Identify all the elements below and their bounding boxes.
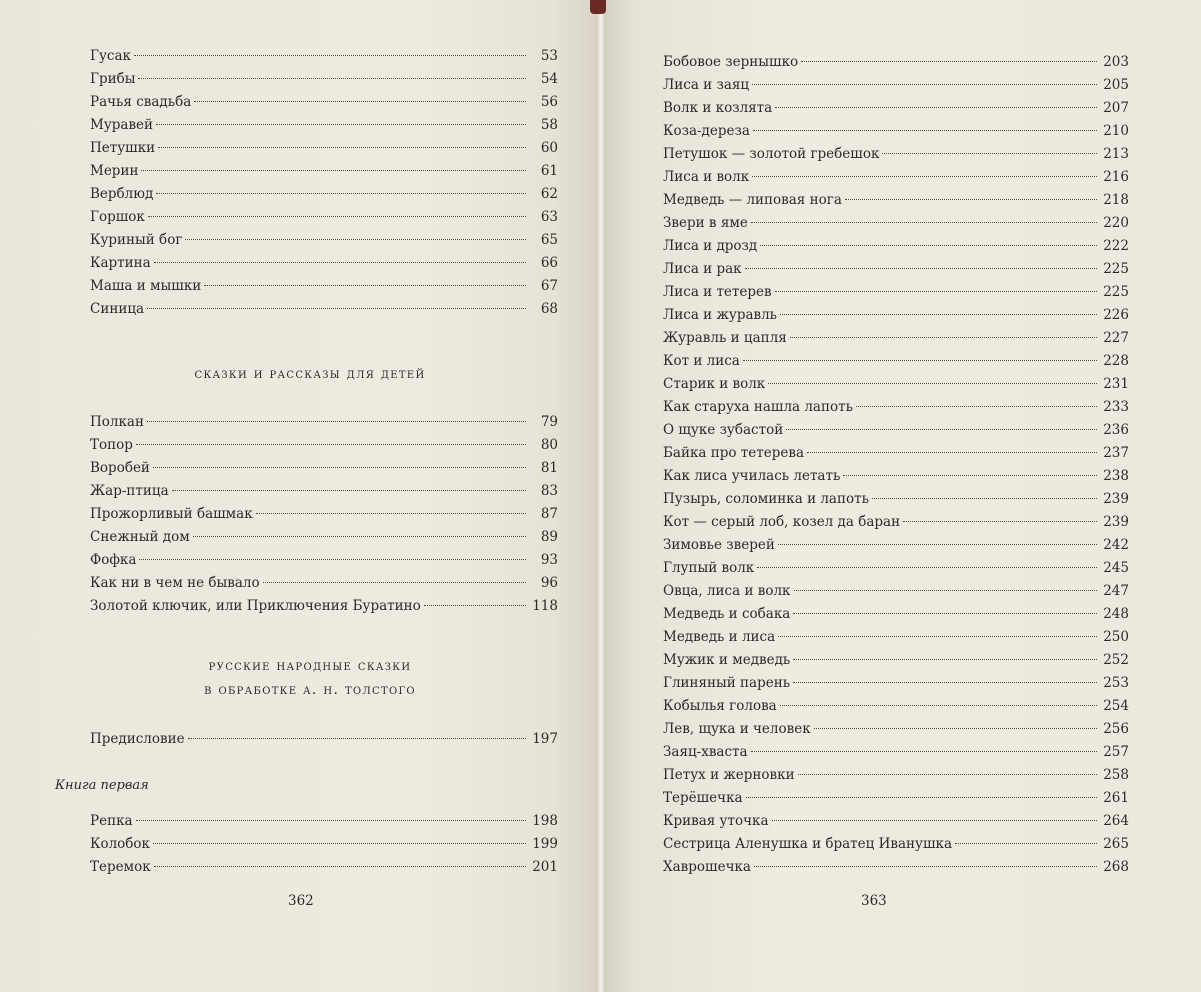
toc-entry-page: 256 xyxy=(1103,721,1129,737)
toc-leader-dots xyxy=(148,216,526,217)
toc-entry-title: Муравей xyxy=(90,117,154,133)
toc-leader-dots xyxy=(746,797,1097,798)
toc-entry xyxy=(663,856,1129,879)
toc-entry xyxy=(663,97,1129,120)
toc-entry-title: Рачья свадьба xyxy=(90,94,192,110)
toc-entry-title: Волк и козлята xyxy=(663,100,773,116)
toc-entry-page: 248 xyxy=(1103,606,1129,622)
toc-leader-dots xyxy=(752,176,1097,177)
toc-entry-title: Овца, лиса и волк xyxy=(663,583,791,599)
toc-entry xyxy=(663,304,1129,327)
toc-leader-dots xyxy=(745,268,1097,269)
toc-entry-title: Журавль и цапля xyxy=(663,330,787,346)
toc-entry-page: 225 xyxy=(1103,261,1129,277)
toc-entry xyxy=(90,457,558,480)
toc-entry-page: 227 xyxy=(1103,330,1129,346)
toc-entry-title: Как старуха нашла лапоть xyxy=(663,399,853,415)
toc-leader-dots xyxy=(263,582,526,583)
toc-entry-page: 58 xyxy=(540,117,558,133)
toc-leader-dots xyxy=(754,866,1097,867)
toc-entry xyxy=(90,160,558,183)
toc-entry-page: 205 xyxy=(1103,77,1129,93)
toc-entry-title: Кот и лиса xyxy=(663,353,740,369)
toc-entry-title: Коза-дереза xyxy=(663,123,750,139)
toc-entry-title: Медведь — липовая нога xyxy=(663,192,842,208)
section-heading-children: сказки и рассказы для детей xyxy=(194,366,426,382)
toc-entry xyxy=(90,549,558,572)
toc-entry-title: Пузырь, соломинка и лапоть xyxy=(663,491,869,507)
toc-entry xyxy=(663,603,1129,626)
toc-entry xyxy=(90,45,558,68)
page-number: 362 xyxy=(288,893,314,909)
toc-leader-dots xyxy=(843,475,1097,476)
toc-entry xyxy=(663,51,1129,74)
toc-leader-dots xyxy=(778,544,1097,545)
toc-entry-title: Звери в яме xyxy=(663,215,748,231)
toc-entry-title: Куриный бог xyxy=(90,232,183,248)
toc-entry xyxy=(663,534,1129,557)
toc-entry-page: 201 xyxy=(532,859,558,875)
toc-leader-dots xyxy=(743,360,1097,361)
toc-entry-title: Медведь и собака xyxy=(663,606,791,622)
toc-list-right xyxy=(663,51,1129,879)
toc-entry-page: 237 xyxy=(1103,445,1129,461)
toc-preface xyxy=(90,728,558,751)
toc-leader-dots xyxy=(775,107,1097,108)
toc-entry-title: Фофка xyxy=(90,552,137,568)
toc-leader-dots xyxy=(751,222,1097,223)
toc-leader-dots xyxy=(193,536,526,537)
toc-entry-page: 199 xyxy=(532,836,558,852)
toc-entry xyxy=(90,252,558,275)
toc-entry xyxy=(90,503,558,526)
toc-leader-dots xyxy=(790,337,1097,338)
book-gutter xyxy=(596,0,606,992)
toc-entry-page: 239 xyxy=(1103,514,1129,530)
toc-entry-page: 225 xyxy=(1103,284,1129,300)
toc-entry xyxy=(663,396,1129,419)
toc-leader-dots xyxy=(156,193,526,194)
toc-leader-dots xyxy=(814,728,1097,729)
toc-leader-dots xyxy=(204,285,526,286)
toc-entry-page: 65 xyxy=(540,232,558,248)
toc-leader-dots xyxy=(185,239,526,240)
toc-entry-page: 257 xyxy=(1103,744,1129,760)
toc-leader-dots xyxy=(172,490,526,491)
toc-entry xyxy=(90,229,558,252)
toc-entry-page: 222 xyxy=(1103,238,1129,254)
toc-leader-dots xyxy=(903,521,1097,522)
toc-entry-page: 81 xyxy=(540,460,558,476)
toc-leader-dots xyxy=(786,429,1097,430)
toc-entry xyxy=(90,810,558,833)
toc-entry-page: 63 xyxy=(540,209,558,225)
toc-leader-dots xyxy=(141,170,526,171)
toc-entry-title: Кривая уточка xyxy=(663,813,769,829)
toc-entry-page: 61 xyxy=(540,163,558,179)
toc-entry-page: 213 xyxy=(1103,146,1129,162)
toc-entry xyxy=(663,258,1129,281)
toc-leader-dots xyxy=(955,843,1097,844)
toc-entry-title: Терёшечка xyxy=(663,790,743,806)
toc-entry-page: 261 xyxy=(1103,790,1129,806)
right-page xyxy=(600,0,1201,992)
toc-entry xyxy=(663,718,1129,741)
toc-leader-dots xyxy=(794,590,1098,591)
toc-entry-title: Глупый волк xyxy=(663,560,755,576)
toc-entry xyxy=(663,488,1129,511)
toc-entry-title: Сестрица Аленушка и братец Иванушка xyxy=(663,836,953,852)
section-heading-folk-line2: в обработке а. н. толстого xyxy=(204,682,416,698)
toc-entry-title: Кот — серый лоб, козел да баран xyxy=(663,514,901,530)
toc-entry xyxy=(90,572,558,595)
toc-entry-page: 93 xyxy=(540,552,558,568)
toc-leader-dots xyxy=(872,498,1097,499)
toc-entry xyxy=(90,183,558,206)
toc-entry-page: 83 xyxy=(540,483,558,499)
toc-entry-page: 238 xyxy=(1103,468,1129,484)
toc-entry xyxy=(90,114,558,137)
toc-entry-title: Старик и волк xyxy=(663,376,766,392)
toc-entry xyxy=(90,68,558,91)
toc-entry-page: 79 xyxy=(540,414,558,430)
toc-list-children xyxy=(90,411,558,618)
toc-leader-dots xyxy=(757,567,1097,568)
toc-leader-dots xyxy=(778,636,1097,637)
toc-leader-dots xyxy=(154,866,526,867)
toc-leader-dots xyxy=(156,124,526,125)
toc-entry-title: Зимовье зверей xyxy=(663,537,775,553)
toc-entry xyxy=(90,833,558,856)
toc-entry-title: Прожорливый башмак xyxy=(90,506,253,522)
toc-entry-title: Маша и мышки xyxy=(90,278,202,294)
toc-entry xyxy=(90,206,558,229)
toc-leader-dots xyxy=(760,245,1097,246)
page-number: 363 xyxy=(861,893,887,909)
toc-entry-title: Лиса и дрозд xyxy=(663,238,758,254)
toc-entry-page: 56 xyxy=(540,94,558,110)
toc-entry xyxy=(663,327,1129,350)
toc-entry xyxy=(90,434,558,457)
section-heading-folk-line1: русские народные сказки xyxy=(208,658,412,674)
toc-leader-dots xyxy=(194,101,526,102)
toc-entry-page: 62 xyxy=(540,186,558,202)
toc-leader-dots xyxy=(136,820,526,821)
toc-entry-title: Гусак xyxy=(90,48,131,64)
toc-entry-title: Полкан xyxy=(90,414,144,430)
toc-entry-page: 233 xyxy=(1103,399,1129,415)
toc-entry xyxy=(663,143,1129,166)
toc-entry xyxy=(90,480,558,503)
toc-entry-title: Лиса и рак xyxy=(663,261,742,277)
toc-entry-title: Петушок — золотой гребешок xyxy=(663,146,880,162)
toc-leader-dots xyxy=(768,383,1097,384)
toc-entry xyxy=(663,580,1129,603)
toc-entry-page: 218 xyxy=(1103,192,1129,208)
toc-leader-dots xyxy=(772,820,1098,821)
book-label: Книга первая xyxy=(55,778,149,793)
toc-entry xyxy=(90,137,558,160)
toc-leader-dots xyxy=(882,153,1097,154)
left-page xyxy=(0,0,600,992)
toc-entry-title: Заяц-хваста xyxy=(663,744,748,760)
toc-entry xyxy=(90,526,558,549)
toc-entry-title: Мужик и медведь xyxy=(663,652,791,668)
toc-entry-page: 220 xyxy=(1103,215,1129,231)
toc-entry-title: Воробей xyxy=(90,460,150,476)
toc-entry-title: Как лиса училась летать xyxy=(663,468,841,484)
toc-leader-dots xyxy=(798,774,1097,775)
toc-entry-page: 247 xyxy=(1103,583,1129,599)
toc-leader-dots xyxy=(147,308,526,309)
toc-entry-page: 67 xyxy=(540,278,558,294)
toc-leader-dots xyxy=(845,199,1097,200)
toc-entry xyxy=(663,511,1129,534)
toc-entry-page: 231 xyxy=(1103,376,1129,392)
toc-entry-page: 197 xyxy=(532,731,558,747)
toc-entry-title: Мерин xyxy=(90,163,139,179)
toc-list-top xyxy=(90,45,558,321)
toc-entry xyxy=(90,275,558,298)
toc-entry-page: 210 xyxy=(1103,123,1129,139)
toc-entry xyxy=(663,833,1129,856)
toc-entry xyxy=(663,741,1129,764)
toc-entry-page: 207 xyxy=(1103,100,1129,116)
toc-entry-page: 198 xyxy=(532,813,558,829)
toc-entry-page: 258 xyxy=(1103,767,1129,783)
toc-leader-dots xyxy=(793,659,1097,660)
toc-entry-title: Петух и жерновки xyxy=(663,767,795,783)
toc-entry-title: Лиса и волк xyxy=(663,169,750,185)
toc-leader-dots xyxy=(751,751,1097,752)
toc-leader-dots xyxy=(752,84,1097,85)
toc-entry-page: 80 xyxy=(540,437,558,453)
toc-entry-title: Кобылья голова xyxy=(663,698,777,714)
toc-entry-title: Глиняный парень xyxy=(663,675,791,691)
toc-entry-title: О щуке зубастой xyxy=(663,422,784,438)
toc-entry xyxy=(663,787,1129,810)
toc-entry-page: 239 xyxy=(1103,491,1129,507)
toc-entry xyxy=(663,166,1129,189)
toc-entry-page: 216 xyxy=(1103,169,1129,185)
toc-entry-page: 250 xyxy=(1103,629,1129,645)
toc-entry-page: 96 xyxy=(540,575,558,591)
toc-entry-page: 268 xyxy=(1103,859,1129,875)
toc-entry xyxy=(663,74,1129,97)
toc-leader-dots xyxy=(780,705,1097,706)
toc-entry-title: Лиса и заяц xyxy=(663,77,750,93)
toc-entry xyxy=(663,626,1129,649)
toc-leader-dots xyxy=(807,452,1097,453)
toc-entry-page: 203 xyxy=(1103,54,1129,70)
toc-entry-page: 66 xyxy=(540,255,558,271)
toc-entry-title: Медведь и лиса xyxy=(663,629,776,645)
toc-entry xyxy=(663,235,1129,258)
toc-leader-dots xyxy=(793,613,1097,614)
toc-entry-page: 87 xyxy=(540,506,558,522)
toc-entry xyxy=(663,764,1129,787)
toc-entry xyxy=(663,189,1129,212)
toc-entry-title: Лиса и журавль xyxy=(663,307,778,323)
toc-entry xyxy=(663,120,1129,143)
toc-entry-title: Петушки xyxy=(90,140,156,156)
toc-leader-dots xyxy=(775,291,1097,292)
toc-entry-page: 264 xyxy=(1103,813,1129,829)
toc-leader-dots xyxy=(153,467,526,468)
toc-leader-dots xyxy=(136,444,526,445)
toc-entry-title: Жар-птица xyxy=(90,483,169,499)
toc-entry xyxy=(90,595,558,618)
toc-leader-dots xyxy=(153,843,526,844)
toc-entry-page: 242 xyxy=(1103,537,1129,553)
toc-entry xyxy=(90,91,558,114)
toc-entry xyxy=(663,465,1129,488)
toc-entry-title: Предисловие xyxy=(90,731,185,747)
toc-entry-page: 89 xyxy=(540,529,558,545)
toc-entry-title: Картина xyxy=(90,255,151,271)
toc-entry xyxy=(663,442,1129,465)
toc-entry-page: 54 xyxy=(540,71,558,87)
toc-leader-dots xyxy=(753,130,1097,131)
toc-entry-title: Верблюд xyxy=(90,186,154,202)
toc-entry xyxy=(663,419,1129,442)
toc-entry xyxy=(90,411,558,434)
toc-entry-page: 60 xyxy=(540,140,558,156)
toc-entry xyxy=(663,649,1129,672)
toc-entry xyxy=(663,557,1129,580)
toc-leader-dots xyxy=(138,78,526,79)
toc-entry xyxy=(663,350,1129,373)
bookmark-ribbon xyxy=(590,0,606,14)
toc-leader-dots xyxy=(134,55,526,56)
toc-entry xyxy=(663,212,1129,235)
toc-entry-page: 265 xyxy=(1103,836,1129,852)
toc-entry-title: Горшок xyxy=(90,209,145,225)
toc-leader-dots xyxy=(793,682,1097,683)
toc-entry-page: 118 xyxy=(532,598,558,614)
toc-leader-dots xyxy=(154,262,526,263)
toc-entry-title: Байка про тетерева xyxy=(663,445,804,461)
toc-entry-page: 53 xyxy=(540,48,558,64)
toc-entry-title: Топор xyxy=(90,437,133,453)
toc-entry-title: Синица xyxy=(90,301,145,317)
toc-entry-page: 254 xyxy=(1103,698,1129,714)
toc-entry xyxy=(90,298,558,321)
toc-entry-title: Хаврошечка xyxy=(663,859,751,875)
toc-leader-dots xyxy=(780,314,1097,315)
toc-entry-title: Бобовое зернышко xyxy=(663,54,799,70)
toc-leader-dots xyxy=(856,406,1097,407)
toc-entry xyxy=(663,373,1129,396)
toc-entry-title: Колобок xyxy=(90,836,150,852)
toc-entry xyxy=(663,810,1129,833)
toc-entry-page: 245 xyxy=(1103,560,1129,576)
toc-leader-dots xyxy=(256,513,526,514)
toc-entry-title: Золотой ключик, или Приключения Буратино xyxy=(90,598,421,614)
toc-leader-dots xyxy=(139,559,526,560)
toc-entry xyxy=(663,695,1129,718)
toc-entry xyxy=(90,856,558,879)
toc-entry xyxy=(90,728,558,751)
toc-entry xyxy=(663,672,1129,695)
toc-leader-dots xyxy=(801,61,1097,62)
toc-entry-title: Лиса и тетерев xyxy=(663,284,772,300)
toc-entry-page: 253 xyxy=(1103,675,1129,691)
toc-entry-page: 226 xyxy=(1103,307,1129,323)
toc-entry-title: Репка xyxy=(90,813,133,829)
toc-entry-page: 228 xyxy=(1103,353,1129,369)
toc-entry-title: Лев, щука и человек xyxy=(663,721,811,737)
toc-entry-title: Как ни в чем не бывало xyxy=(90,575,260,591)
toc-entry-title: Снежный дом xyxy=(90,529,190,545)
toc-leader-dots xyxy=(188,738,526,739)
toc-entry-title: Грибы xyxy=(90,71,136,87)
toc-leader-dots xyxy=(424,605,526,606)
toc-entry xyxy=(663,281,1129,304)
toc-entry-page: 236 xyxy=(1103,422,1129,438)
toc-list-book xyxy=(90,810,558,879)
toc-entry-page: 252 xyxy=(1103,652,1129,668)
toc-leader-dots xyxy=(158,147,526,148)
toc-entry-title: Теремок xyxy=(90,859,151,875)
toc-entry-page: 68 xyxy=(540,301,558,317)
toc-leader-dots xyxy=(147,421,526,422)
